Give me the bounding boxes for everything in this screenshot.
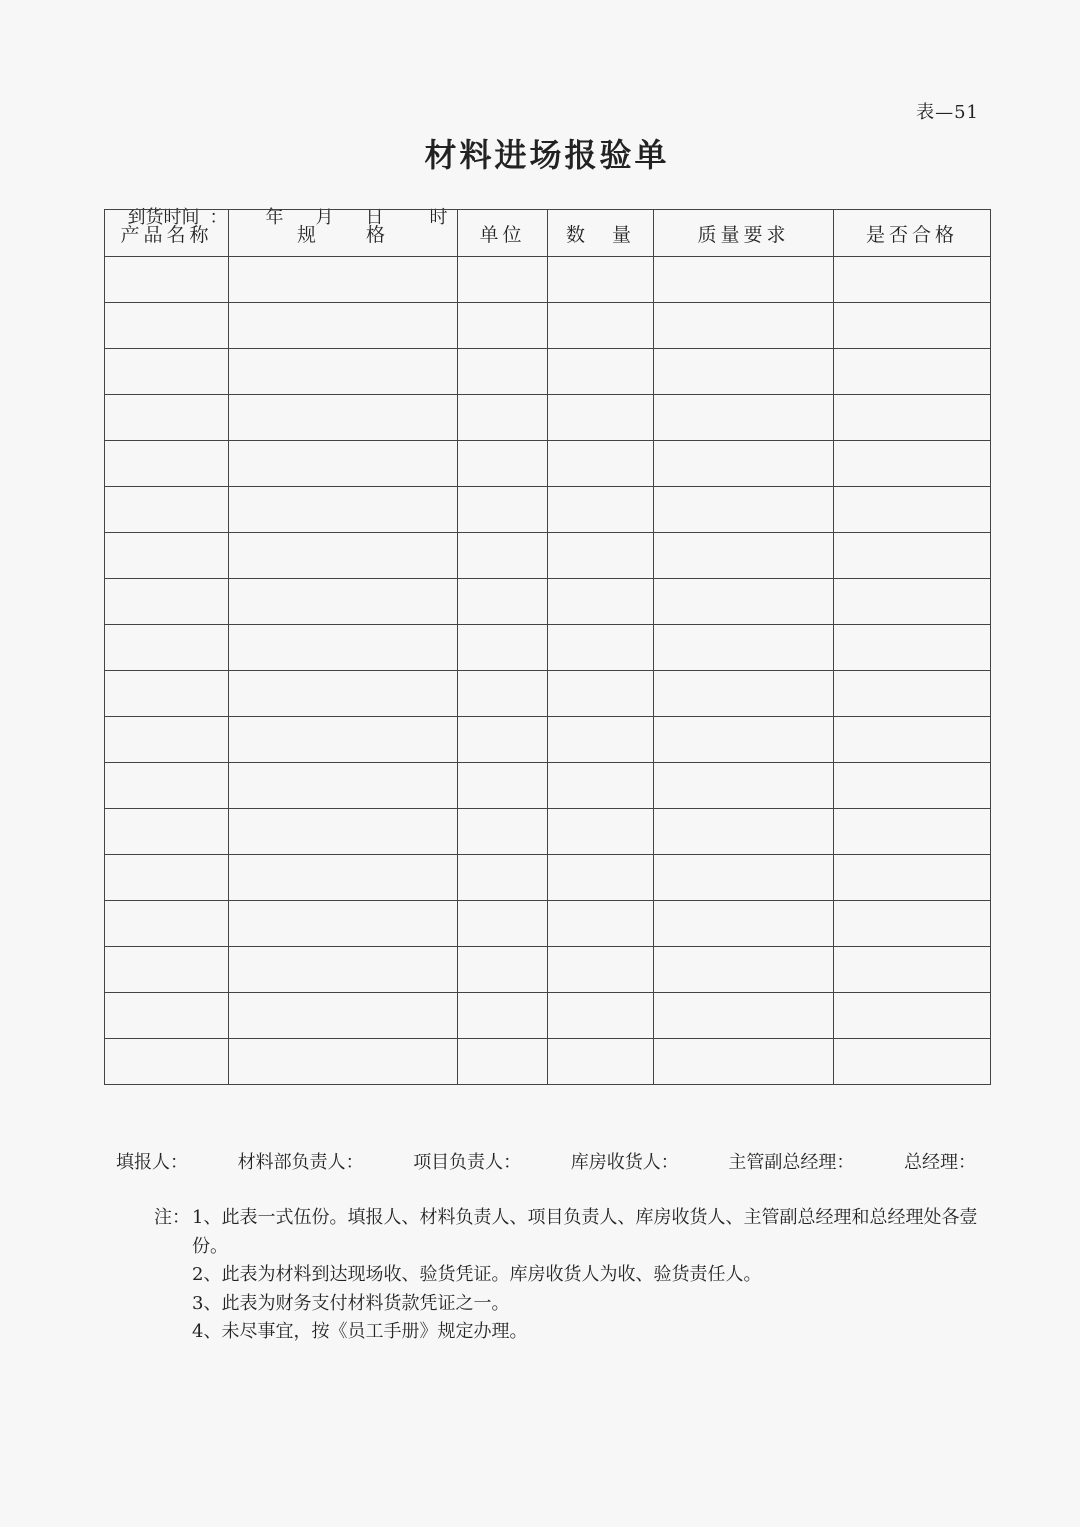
unit-cell[interactable]: [458, 625, 548, 671]
table-row: [105, 257, 991, 303]
qualified-cell[interactable]: [834, 395, 991, 441]
note-item: [154, 1290, 990, 1319]
specification-cell[interactable]: [229, 441, 458, 487]
product-name-cell[interactable]: [105, 947, 229, 993]
table-row: [105, 809, 991, 855]
quality-requirement-cell[interactable]: [654, 487, 834, 533]
signature-warehouse-receiver: 库房收货人：: [570, 1152, 679, 1173]
signature-line: [116, 1148, 976, 1174]
header-unit: 单位: [458, 210, 548, 257]
unit-cell[interactable]: [458, 1039, 548, 1085]
table-row: [105, 763, 991, 809]
unit-cell[interactable]: [458, 303, 548, 349]
arrival-hour: 时: [429, 207, 448, 228]
page-title: 材料进场报验单: [424, 136, 670, 174]
product-name-cell[interactable]: [105, 533, 229, 579]
qualified-cell[interactable]: [834, 533, 991, 579]
quality-requirement-cell[interactable]: [654, 441, 834, 487]
quality-requirement-cell[interactable]: [654, 855, 834, 901]
quantity-cell[interactable]: [548, 395, 654, 441]
product-name-cell[interactable]: [105, 809, 229, 855]
signature-material-dept-head: 材料部负责人：: [237, 1152, 364, 1173]
product-name-cell[interactable]: [105, 579, 229, 625]
unit-cell[interactable]: [458, 257, 548, 303]
unit-cell[interactable]: [458, 441, 548, 487]
signature-deputy-gm: 主管副总经理：: [728, 1152, 855, 1173]
note-text-4: 4、未尽事宜，按《员工手册》规定办理。: [192, 1321, 528, 1342]
quantity-cell[interactable]: [548, 855, 654, 901]
quality-requirement-cell[interactable]: [654, 579, 834, 625]
header-specification: 规 格: [229, 210, 458, 257]
specification-cell[interactable]: [229, 671, 458, 717]
arrival-colon: ：: [209, 207, 228, 228]
product-name-cell[interactable]: [105, 487, 229, 533]
specification-cell[interactable]: [229, 395, 458, 441]
header-quantity: 数 量: [548, 210, 654, 257]
quantity-cell[interactable]: [548, 671, 654, 717]
table-row: [105, 993, 991, 1039]
quality-requirement-cell[interactable]: [654, 257, 834, 303]
table-header-row: [105, 210, 991, 257]
specification-cell[interactable]: [229, 487, 458, 533]
product-name-cell[interactable]: [105, 441, 229, 487]
unit-cell[interactable]: [458, 947, 548, 993]
quality-requirement-cell[interactable]: [654, 763, 834, 809]
product-name-cell[interactable]: [105, 625, 229, 671]
quantity-cell[interactable]: [548, 533, 654, 579]
product-name-cell[interactable]: [105, 257, 229, 303]
unit-cell[interactable]: [458, 993, 548, 1039]
specification-cell[interactable]: [229, 717, 458, 763]
quality-requirement-cell[interactable]: [654, 993, 834, 1039]
specification-cell[interactable]: [229, 1039, 458, 1085]
table-row: [105, 487, 991, 533]
arrival-day: 日: [365, 207, 384, 228]
signature-filler: 填报人：: [116, 1152, 188, 1173]
note-item: [154, 1261, 990, 1290]
product-name-cell[interactable]: [105, 855, 229, 901]
qualified-cell[interactable]: [834, 349, 991, 395]
qualified-cell[interactable]: [834, 901, 991, 947]
specification-cell[interactable]: [229, 533, 458, 579]
notes-section: [154, 1204, 990, 1347]
header-product-name: 产品名称: [105, 210, 229, 257]
table-row: [105, 947, 991, 993]
qualified-cell[interactable]: [834, 441, 991, 487]
product-name-cell[interactable]: [105, 763, 229, 809]
qualified-cell[interactable]: [834, 763, 991, 809]
qualified-cell[interactable]: [834, 855, 991, 901]
quantity-cell[interactable]: [548, 441, 654, 487]
table-row: [105, 855, 991, 901]
unit-cell[interactable]: [458, 855, 548, 901]
product-name-cell[interactable]: [105, 303, 229, 349]
table-row: [105, 579, 991, 625]
specification-cell[interactable]: [229, 947, 458, 993]
quantity-cell[interactable]: [548, 349, 654, 395]
qualified-cell[interactable]: [834, 809, 991, 855]
qualified-cell[interactable]: [834, 993, 991, 1039]
quantity-cell[interactable]: [548, 257, 654, 303]
unit-cell[interactable]: [458, 763, 548, 809]
quantity-cell[interactable]: [548, 809, 654, 855]
qualified-cell[interactable]: [834, 257, 991, 303]
table-row: [105, 1039, 991, 1085]
specification-cell[interactable]: [229, 579, 458, 625]
unit-cell[interactable]: [458, 487, 548, 533]
table-row: [105, 441, 991, 487]
quality-requirement-cell[interactable]: [654, 349, 834, 395]
table-row: [105, 349, 991, 395]
table-row: [105, 395, 991, 441]
quantity-cell[interactable]: [548, 487, 654, 533]
product-name-cell[interactable]: [105, 993, 229, 1039]
table-row: [105, 303, 991, 349]
specification-cell[interactable]: [229, 625, 458, 671]
qualified-cell[interactable]: [834, 303, 991, 349]
specification-cell[interactable]: [229, 809, 458, 855]
quantity-cell[interactable]: [548, 717, 654, 763]
product-name-cell[interactable]: [105, 349, 229, 395]
quality-requirement-cell[interactable]: [654, 947, 834, 993]
specification-cell[interactable]: [229, 257, 458, 303]
product-name-cell[interactable]: [105, 717, 229, 763]
quality-requirement-cell[interactable]: [654, 303, 834, 349]
table-row: [105, 533, 991, 579]
specification-cell[interactable]: [229, 855, 458, 901]
unit-cell[interactable]: [458, 395, 548, 441]
unit-cell[interactable]: [458, 809, 548, 855]
unit-cell[interactable]: [458, 349, 548, 395]
qualified-cell[interactable]: [834, 487, 991, 533]
inspection-table: [104, 209, 991, 1085]
specification-cell[interactable]: [229, 349, 458, 395]
qualified-cell[interactable]: [834, 625, 991, 671]
note-item: [154, 1318, 990, 1347]
note-text-3: 3、此表为财务支付材料货款凭证之一。: [192, 1292, 510, 1314]
quantity-cell[interactable]: [548, 763, 654, 809]
unit-cell[interactable]: [458, 579, 548, 625]
arrival-label: 到货时间: [127, 207, 200, 228]
quantity-cell[interactable]: [548, 303, 654, 349]
quantity-cell[interactable]: [548, 579, 654, 625]
table-row: [105, 901, 991, 947]
arrival-month: 月: [315, 207, 334, 228]
quantity-cell[interactable]: [548, 901, 654, 947]
unit-cell[interactable]: [458, 671, 548, 717]
note-text-1: 1、此表一式伍份。填报人、材料负责人、项目负责人、库房收货人、主管副总经理和总经理处各壹份。: [192, 1207, 978, 1257]
quality-requirement-cell[interactable]: [654, 809, 834, 855]
header-quality-requirement: 质量要求: [654, 210, 834, 257]
specification-cell[interactable]: [229, 763, 458, 809]
specification-cell[interactable]: [229, 901, 458, 947]
signature-general-manager: 总经理：: [903, 1152, 976, 1173]
quality-requirement-cell[interactable]: [654, 1039, 834, 1085]
note-text-2: 2、此表为材料到达现场收、验货凭证。库房收货人为收、验货责任人。: [192, 1264, 762, 1285]
quality-requirement-cell[interactable]: [654, 533, 834, 579]
specification-cell[interactable]: [229, 303, 458, 349]
unit-cell[interactable]: [458, 901, 548, 947]
quantity-cell[interactable]: [548, 1039, 654, 1085]
product-name-cell[interactable]: [105, 901, 229, 947]
qualified-cell[interactable]: [834, 947, 991, 993]
product-name-cell[interactable]: [105, 395, 229, 441]
form-code: 表—51: [916, 102, 979, 123]
qualified-cell[interactable]: [834, 717, 991, 763]
qualified-cell[interactable]: [834, 579, 991, 625]
arrival-year: 年: [265, 207, 284, 228]
table-row: [105, 671, 991, 717]
table-row: [105, 625, 991, 671]
notes-prefix: 注：: [154, 1207, 190, 1228]
product-name-cell[interactable]: [105, 1039, 229, 1085]
header-qualified: 是否合格: [834, 210, 991, 257]
quality-requirement-cell[interactable]: [654, 717, 834, 763]
unit-cell[interactable]: [458, 717, 548, 763]
unit-cell[interactable]: [458, 533, 548, 579]
quality-requirement-cell[interactable]: [654, 901, 834, 947]
quantity-cell[interactable]: [548, 993, 654, 1039]
qualified-cell[interactable]: [834, 671, 991, 717]
quality-requirement-cell[interactable]: [654, 625, 834, 671]
product-name-cell[interactable]: [105, 671, 229, 717]
quality-requirement-cell[interactable]: [654, 395, 834, 441]
specification-cell[interactable]: [229, 993, 458, 1039]
quantity-cell[interactable]: [548, 947, 654, 993]
signature-project-head: 项目负责人：: [413, 1152, 522, 1173]
note-item: [154, 1204, 990, 1261]
quality-requirement-cell[interactable]: [654, 671, 834, 717]
quantity-cell[interactable]: [548, 625, 654, 671]
qualified-cell[interactable]: [834, 1039, 991, 1085]
table-row: [105, 717, 991, 763]
table-body: [105, 257, 991, 1085]
